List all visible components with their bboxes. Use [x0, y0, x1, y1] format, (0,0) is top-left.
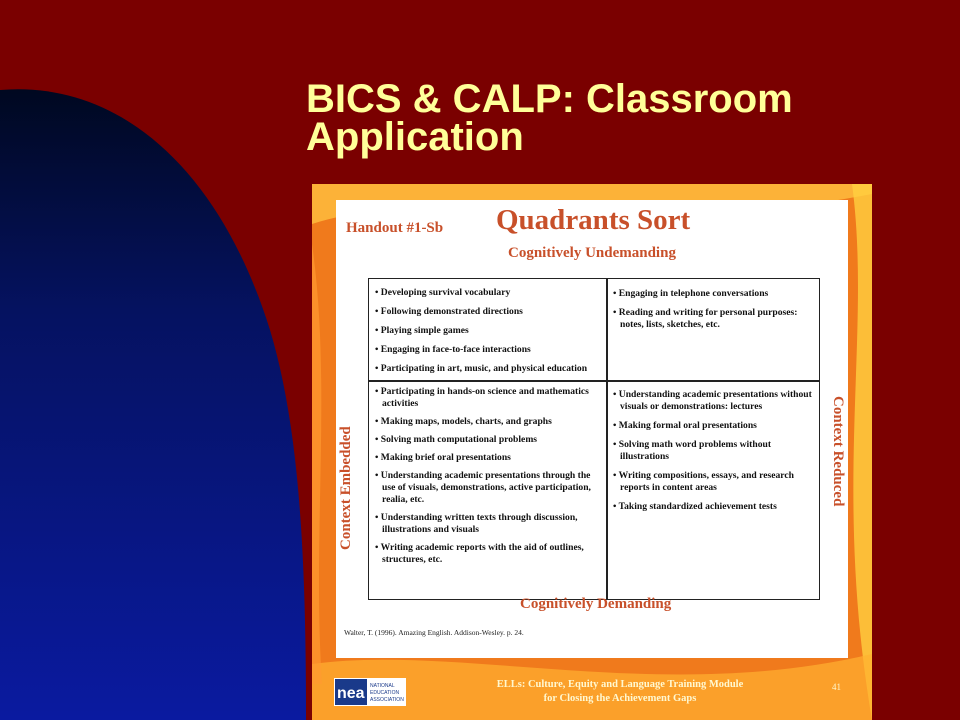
list-item: • Understanding academic presentations through the use of visuals, demonstrations, active participation, realia, etc.	[375, 470, 603, 506]
svg-text:ASSOCIATION: ASSOCIATION	[370, 697, 404, 703]
quadrant-bottom-left	[375, 386, 603, 572]
list-item: • Solving math word problems without illustrations	[613, 439, 817, 463]
axis-bottom-label: Cognitively Demanding	[520, 596, 672, 612]
list-item: • Making brief oral presentations	[375, 452, 603, 464]
list-item: • Taking standardized achievement tests	[613, 501, 817, 513]
grid-divider-vertical	[606, 279, 608, 599]
list-item: • Making maps, models, charts, and graphs	[375, 416, 603, 428]
list-item: • Making formal oral presentations	[613, 420, 817, 432]
list-item: • Reading and writing for personal purposes: notes, lists, sketches, etc.	[613, 307, 817, 331]
page-number: 41	[832, 682, 841, 692]
axis-top-label: Cognitively Undemanding	[508, 245, 676, 261]
quadrant-grid	[368, 278, 820, 600]
list-item: • Writing academic reports with the aid of outlines, structures, etc.	[375, 542, 603, 566]
handout-heading: Quadrants Sort	[496, 204, 691, 236]
list-item: • Participating in art, music, and physical education	[375, 363, 603, 375]
list-item: • Understanding academic presentations without visuals or demonstrations: lectures	[613, 389, 817, 413]
list-item: • Engaging in telephone conversations	[613, 288, 817, 300]
list-item: • Engaging in face-to-face interactions	[375, 344, 603, 356]
footer-title	[470, 678, 770, 706]
quadrant-top-left	[375, 287, 603, 382]
handout-page	[336, 200, 848, 658]
handout-footer	[312, 658, 872, 720]
list-item: • Solving math computational problems	[375, 434, 603, 446]
list-item: • Writing compositions, essays, and research reports in content areas	[613, 470, 817, 494]
handout-image	[312, 184, 872, 720]
list-item: • Following demonstrated directions	[375, 306, 603, 318]
axis-left-label: Context Embedded	[338, 426, 354, 550]
footer-line-2: for Closing the Achievement Gaps	[543, 693, 697, 704]
handout-label: Handout #1-Sb	[346, 220, 444, 236]
list-item: • Understanding written texts through discussion, illustrations and visuals	[375, 512, 603, 536]
logo-text: nea	[337, 685, 365, 702]
quadrant-bottom-right	[613, 389, 817, 520]
list-item: • Developing survival vocabulary	[375, 287, 603, 299]
slide-title: BICS & CALP: Classroom Application	[306, 77, 793, 159]
footer-line-1: ELLs: Culture, Equity and Language Training Module	[496, 679, 744, 690]
axis-right-label: Context Reduced	[830, 396, 846, 507]
list-item: • Participating in hands-on science and mathematics activities	[375, 386, 603, 410]
list-item: • Playing simple games	[375, 325, 603, 337]
citation: Walter, T. (1996). Amazing English. Addison-Wesley. p. 24.	[344, 628, 524, 637]
quadrant-top-right	[613, 288, 817, 338]
svg-text:EDUCATION: EDUCATION	[370, 690, 400, 696]
nea-logo	[334, 678, 406, 706]
svg-text:NATIONAL: NATIONAL	[370, 683, 395, 689]
